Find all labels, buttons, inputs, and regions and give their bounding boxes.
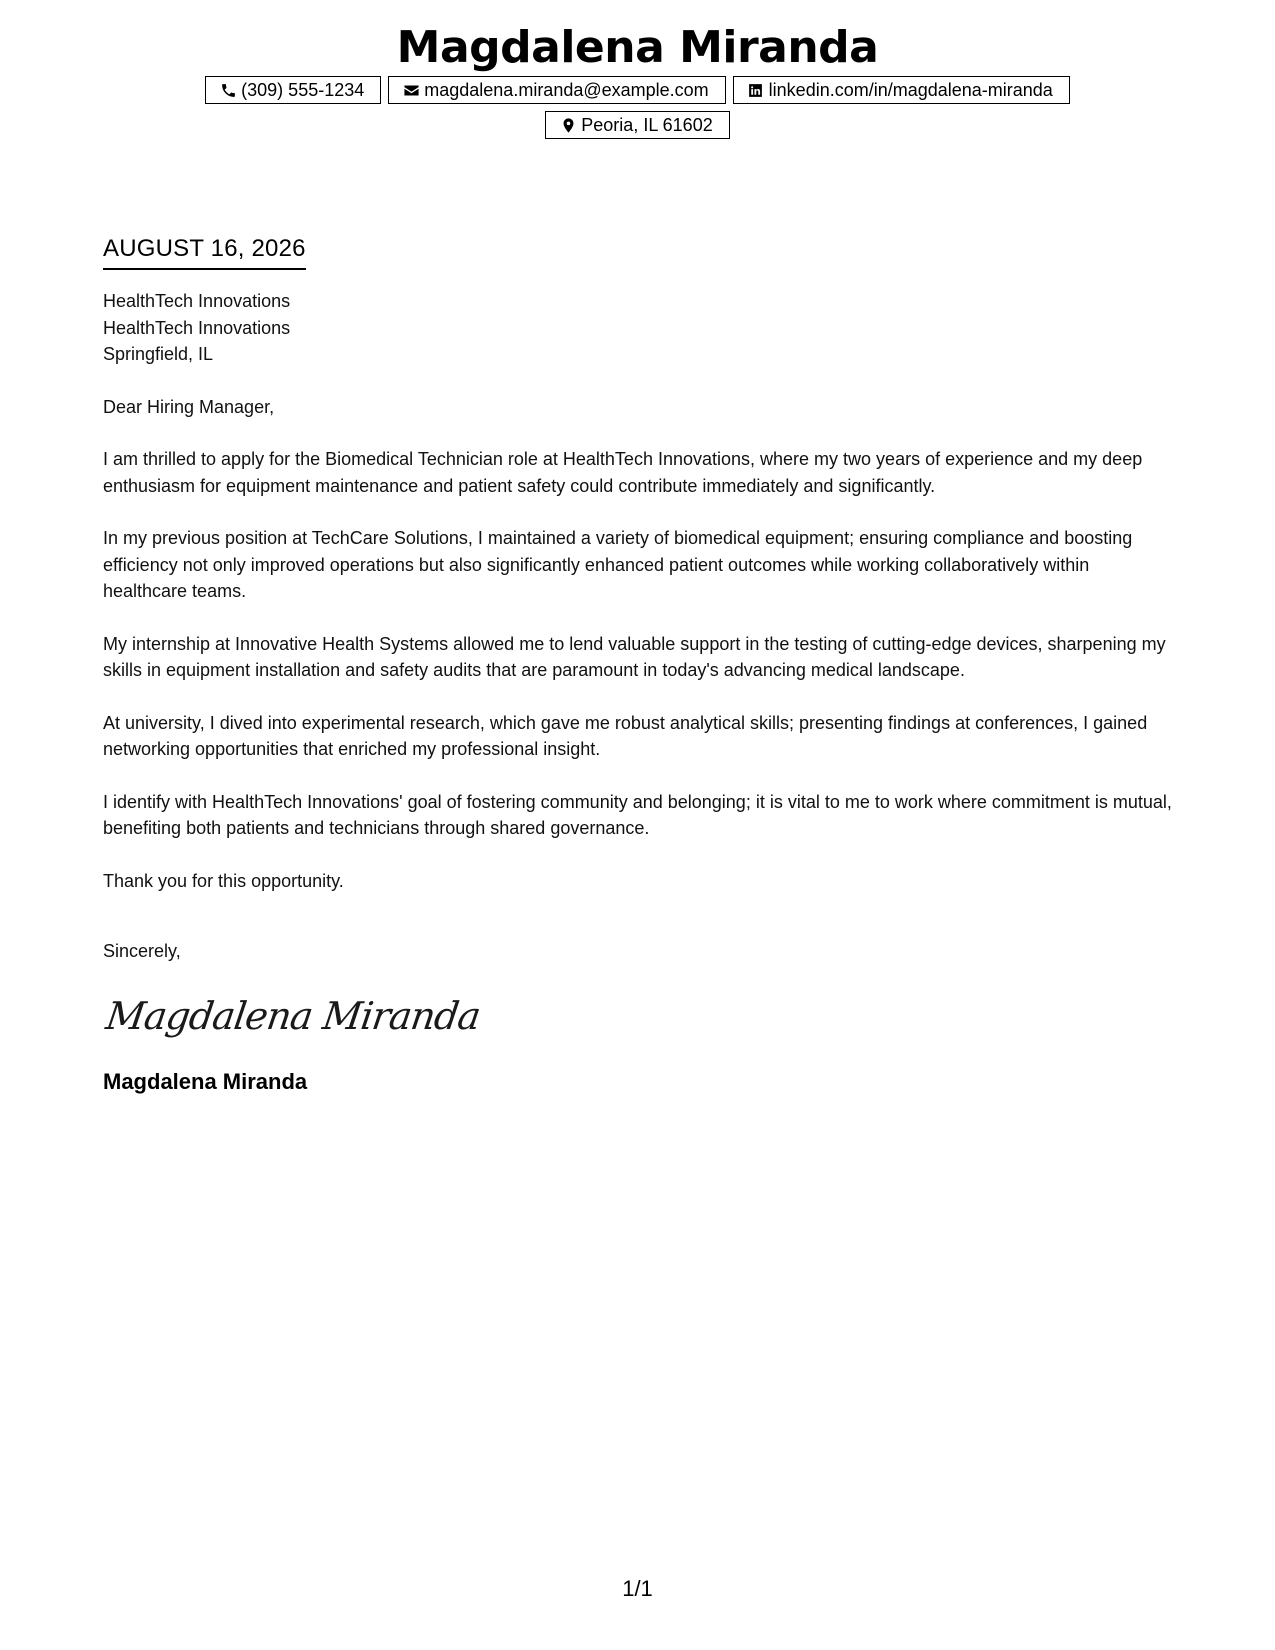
letter-header [0,22,1275,139]
envelope-icon [402,81,420,99]
letter-body [103,232,1178,1097]
signature: Magdalena Miranda [103,993,483,1038]
phone-icon [219,81,237,99]
location-contact [545,111,729,139]
contact-row-location [0,111,1275,139]
applicant-name: Magdalena Miranda [396,22,879,73]
phone-text: (309) 555-1234 [241,79,365,100]
linkedin-text[interactable]: linkedin.com/in/magdalena-miranda [768,79,1053,100]
body-paragraph: I am thrilled to apply for the Biomedical Technician role at HealthTech Innovations, where my two years of experience and my deep enthusiasm for equipment maintenance and patient safety could contribute immediately and significantly. [103,449,1143,496]
body-paragraph: At university, I dived into experimental research, which gave me robust analytical skills; presenting findings at conferences, I gained networking opportunities that enriched my professional insight. [103,712,1148,759]
location-text: Peoria, IL 61602 [581,114,713,135]
map-pin-icon [559,116,577,134]
email-contact[interactable] [388,76,725,104]
recipient-line: HealthTech Innovations [103,291,291,311]
body-paragraph: My internship at Innovative Health Systems allowed me to lend valuable support in the testing of cutting-edge devices, sharpening my skills in equipment installation and safety audits that are paramount in today's advancing medical landscape. [103,633,1166,680]
recipient-line: Springfield, IL [103,344,214,364]
signer-name: Magdalena Miranda [103,1068,308,1094]
body-paragraph: Thank you for this opportunity. [103,870,344,891]
email-text[interactable]: magdalena.miranda@example.com [424,79,709,100]
body-paragraph: I identify with HealthTech Innovations' goal of fostering community and belonging; it is vital to me to work where commitment is mutual, benefiting both patients and technicians through shared governance. [103,791,1172,838]
closing: Sincerely, [103,941,181,961]
body-paragraph: In my previous position at TechCare Solutions, I maintained a variety of biomedical equipment; ensuring compliance and boosting efficiency not only improved operations but also significantly enhanced patient outcomes while working collaboratively within healthcare teams. [103,528,1133,601]
phone-contact [205,76,381,104]
page-number: 1/1 [622,1576,653,1601]
linkedin-contact[interactable] [733,76,1070,104]
letter-date: AUGUST 16, 2026 [103,232,306,270]
linkedin-icon [747,81,765,99]
salutation: Dear Hiring Manager, [103,396,275,417]
contact-row [0,76,1275,104]
recipient-line: HealthTech Innovations [103,317,291,338]
recipient-block [103,288,1178,368]
